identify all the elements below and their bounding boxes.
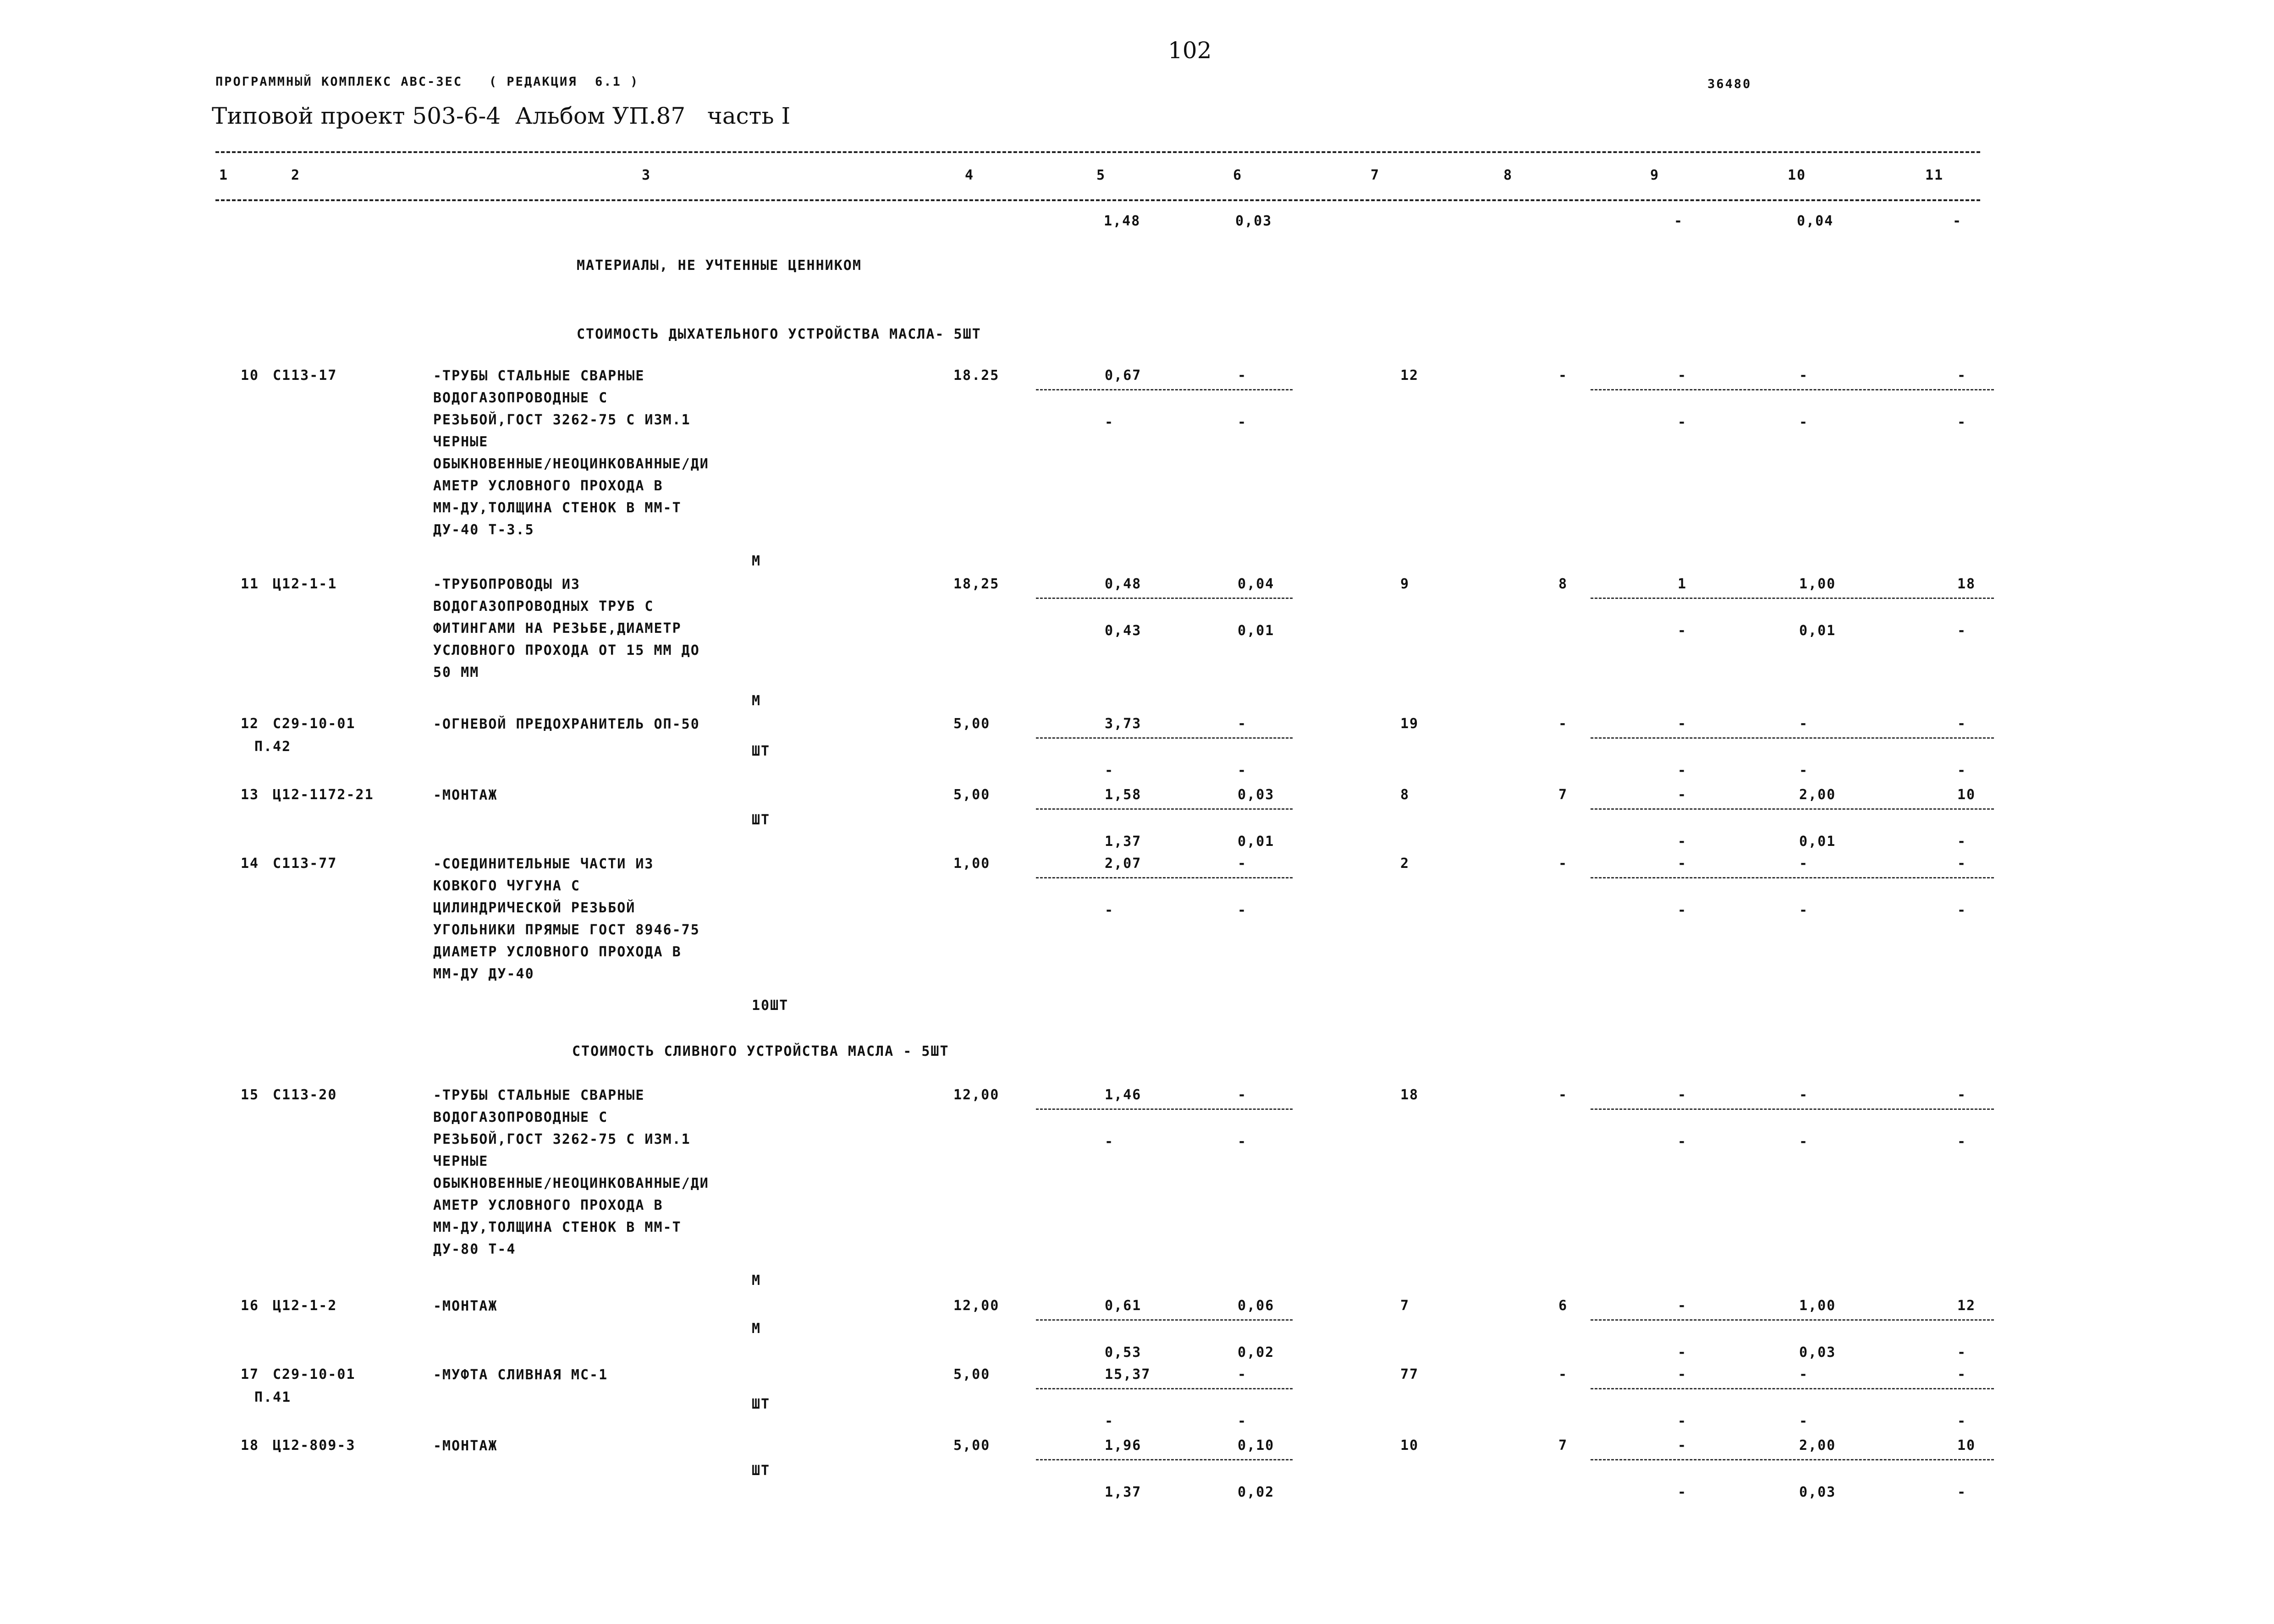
col9-subvalue: -	[1678, 1413, 1687, 1429]
description-line: ММ-ДУ,ТОЛЩИНА СТЕНОК В ММ-Т	[433, 1219, 682, 1235]
description-line: ОБЫКНОВЕННЫЕ/НЕОЦИНКОВАННЫЕ/ДИ	[433, 456, 709, 472]
col11-value: 12	[1957, 1298, 1976, 1314]
description-line: ОБЫКНОВЕННЫЕ/НЕОЦИНКОВАННЫЕ/ДИ	[433, 1175, 709, 1191]
col11-subvalue: -	[1957, 902, 1967, 918]
col9-value: -	[1678, 1087, 1687, 1103]
row-description	[433, 713, 700, 735]
row-code: С29-10-01	[273, 1366, 356, 1383]
row-unit: 10ШТ	[752, 998, 789, 1014]
col8-value: 7	[1558, 1437, 1568, 1454]
col11-value: -	[1957, 368, 1967, 384]
col11-subvalue: -	[1957, 834, 1967, 850]
col10-subvalue: 0,01	[1799, 623, 1836, 639]
col6-value: 0,06	[1238, 1298, 1275, 1314]
col8-value: -	[1558, 1366, 1568, 1383]
column-header-1: 1	[219, 167, 229, 183]
row-code: С113-20	[273, 1087, 337, 1103]
col8-value: -	[1558, 716, 1568, 732]
col10-subvalue: -	[1799, 763, 1809, 779]
col11-value: 10	[1957, 787, 1976, 803]
description-line: РЕЗЬБОЙ,ГОСТ 3262-75 С ИЗМ.1	[433, 412, 691, 428]
description-line: АМЕТР УСЛОВНОГО ПРОХОДА В	[433, 478, 663, 494]
col5-subvalue: 0,43	[1105, 623, 1142, 639]
row-separator-right	[1591, 1459, 1994, 1460]
document-number: 36480	[1707, 77, 1752, 91]
description-line: -МОНТАЖ	[433, 787, 498, 803]
row-unit: М	[752, 1321, 761, 1337]
col10-value: 1,00	[1799, 1298, 1836, 1314]
col9-subvalue: -	[1678, 414, 1687, 430]
col9-value: -	[1678, 716, 1687, 732]
project-title: Типовой проект 503-6-4 Альбом УП.87 часть I	[212, 103, 791, 129]
col11-subvalue: -	[1957, 414, 1967, 430]
row-number: 18	[241, 1437, 259, 1454]
row-number: 17	[241, 1366, 259, 1383]
row-unit: М	[752, 693, 761, 709]
col8-value: 7	[1558, 787, 1568, 803]
section-drain: СТОИМОСТЬ СЛИВНОГО УСТРОЙСТВА МАСЛА - 5ШТ	[572, 1043, 949, 1059]
description-line: ВОДОГАЗОПРОВОДНЫЕ С	[433, 390, 608, 406]
col10-subvalue: -	[1799, 1413, 1809, 1429]
description-line: КОВКОГО ЧУГУНА С	[433, 878, 580, 894]
col10-value: -	[1799, 368, 1809, 384]
col9-value: -	[1678, 856, 1687, 872]
col10-value: -	[1799, 856, 1809, 872]
col5-subvalue: -	[1105, 1134, 1114, 1150]
col11-subvalue: -	[1957, 623, 1967, 639]
row-code-suffix: П.41	[254, 1389, 292, 1405]
col10-subvalue: 0,01	[1799, 834, 1836, 850]
row-separator-left	[1036, 1108, 1293, 1110]
col10-value: -	[1799, 1087, 1809, 1103]
col6-subvalue: -	[1238, 1134, 1247, 1150]
description-line: -ОГНЕВОЙ ПРЕДОХРАНИТЕЛЬ ОП-50	[433, 716, 700, 732]
col6-value: 0,03	[1238, 787, 1275, 803]
column-header-8: 8	[1503, 167, 1513, 183]
row-unit: ШТ	[752, 812, 771, 828]
row-quantity: 18.25	[953, 368, 1000, 384]
carry-c10: 0,04	[1797, 213, 1834, 229]
description-line: -ТРУБЫ СТАЛЬНЫЕ СВАРНЫЕ	[433, 368, 645, 384]
row-description	[433, 1085, 709, 1261]
col7-value: 18	[1400, 1087, 1419, 1103]
carry-c5: 1,48	[1104, 213, 1141, 229]
col5-value: 1,46	[1105, 1087, 1142, 1103]
description-line: -ТРУБЫ СТАЛЬНЫЕ СВАРНЫЕ	[433, 1087, 645, 1103]
col11-subvalue: -	[1957, 1344, 1967, 1361]
row-quantity: 5,00	[953, 1366, 991, 1383]
col7-value: 2	[1400, 856, 1410, 872]
col8-value: 8	[1558, 576, 1568, 592]
description-line: ДИАМЕТР УСЛОВНОГО ПРОХОДА В	[433, 944, 682, 960]
col6-value: 0,10	[1238, 1437, 1275, 1454]
description-line: ВОДОГАЗОПРОВОДНЫЕ С	[433, 1109, 608, 1125]
row-quantity: 5,00	[953, 1437, 991, 1454]
col8-value: -	[1558, 856, 1568, 872]
col7-value: 7	[1400, 1298, 1410, 1314]
description-line: ЦИЛИНДРИЧЕСКОЙ РЕЗЬБОЙ	[433, 900, 636, 916]
col9-value: -	[1678, 1298, 1687, 1314]
col10-subvalue: -	[1799, 902, 1809, 918]
row-separator-left	[1036, 389, 1293, 390]
description-line: ДУ-40 Т-3.5	[433, 522, 534, 538]
row-unit: ШТ	[752, 1463, 771, 1479]
col6-subvalue: -	[1238, 902, 1247, 918]
col5-value: 3,73	[1105, 716, 1142, 732]
col8-value: -	[1558, 1087, 1568, 1103]
col6-value: -	[1238, 1087, 1247, 1103]
description-line: ЧЕРНЫЕ	[433, 434, 489, 450]
col9-subvalue: -	[1678, 1344, 1687, 1361]
col11-subvalue: -	[1957, 763, 1967, 779]
description-line: -МУФТА СЛИВНАЯ МС-1	[433, 1367, 608, 1383]
row-quantity: 12,00	[953, 1087, 1000, 1103]
col10-subvalue: -	[1799, 414, 1809, 430]
col6-value: -	[1238, 716, 1247, 732]
col6-subvalue: -	[1238, 763, 1247, 779]
col10-value: -	[1799, 1366, 1809, 1383]
description-line: ЧЕРНЫЕ	[433, 1153, 489, 1169]
col6-value: 0,04	[1238, 576, 1275, 592]
col7-value: 12	[1400, 368, 1419, 384]
col6-subvalue: 0,01	[1238, 623, 1275, 639]
row-unit: М	[752, 553, 761, 569]
description-line: -ТРУБОПРОВОДЫ ИЗ	[433, 576, 580, 593]
col5-subvalue: 1,37	[1105, 834, 1142, 850]
col7-value: 8	[1400, 787, 1410, 803]
description-line: АМЕТР УСЛОВНОГО ПРОХОДА В	[433, 1197, 663, 1213]
row-separator-left	[1036, 877, 1293, 878]
row-separator-left	[1036, 737, 1293, 739]
row-description	[433, 785, 497, 807]
description-line: УСЛОВНОГО ПРОХОДА ОТ 15 ММ ДО	[433, 642, 700, 658]
col5-subvalue: -	[1105, 763, 1114, 779]
description-line: -СОЕДИНИТЕЛЬНЫЕ ЧАСТИ ИЗ	[433, 856, 654, 872]
row-separator-right	[1591, 1319, 1994, 1321]
col5-subvalue: -	[1105, 902, 1114, 918]
col9-subvalue: -	[1678, 902, 1687, 918]
row-code-suffix: П.42	[254, 739, 292, 755]
column-header-2: 2	[291, 167, 301, 183]
column-header-9: 9	[1650, 167, 1660, 183]
row-separator-left	[1036, 1459, 1293, 1460]
col5-value: 1,58	[1105, 787, 1142, 803]
carry-c9: -	[1674, 213, 1684, 229]
col10-subvalue: 0,03	[1799, 1484, 1836, 1500]
column-header-5: 5	[1096, 167, 1106, 183]
col6-subvalue: 0,02	[1238, 1484, 1275, 1500]
col9-value: -	[1678, 1366, 1687, 1383]
row-separator-left	[1036, 598, 1293, 599]
col9-value: -	[1678, 787, 1687, 803]
description-line: -МОНТАЖ	[433, 1438, 498, 1454]
col9-subvalue: -	[1678, 834, 1687, 850]
row-separator-right	[1591, 808, 1994, 810]
row-code: Ц12-809-3	[273, 1437, 356, 1454]
description-line: ММ-ДУ,ТОЛЩИНА СТЕНОК В ММ-Т	[433, 500, 682, 516]
col11-value: 10	[1957, 1437, 1976, 1454]
row-quantity: 18,25	[953, 576, 1000, 592]
col5-value: 0,67	[1105, 368, 1142, 384]
row-description	[433, 574, 700, 684]
col11-value: 18	[1957, 576, 1976, 592]
row-quantity: 5,00	[953, 716, 991, 732]
description-line: УГОЛЬНИКИ ПРЯМЫЕ ГОСТ 8946-75	[433, 922, 700, 938]
col7-value: 10	[1400, 1437, 1419, 1454]
description-line: ДУ-80 Т-4	[433, 1241, 516, 1257]
col10-value: 1,00	[1799, 576, 1836, 592]
row-separator-left	[1036, 808, 1293, 810]
col5-value: 0,48	[1105, 576, 1142, 592]
col11-value: -	[1957, 1087, 1967, 1103]
col11-value: -	[1957, 856, 1967, 872]
description-line: -МОНТАЖ	[433, 1298, 498, 1314]
description-line: ММ-ДУ ДУ-40	[433, 966, 534, 982]
row-number: 11	[241, 576, 259, 592]
row-description	[433, 365, 709, 541]
col8-value: 6	[1558, 1298, 1568, 1314]
col10-subvalue: 0,03	[1799, 1344, 1836, 1361]
row-separator-left	[1036, 1388, 1293, 1389]
row-code: Ц12-1-2	[273, 1298, 337, 1314]
row-code: Ц12-1-1	[273, 576, 337, 592]
column-header-7: 7	[1371, 167, 1380, 183]
row-unit: ШТ	[752, 1396, 771, 1412]
carry-c6: 0,03	[1235, 213, 1272, 229]
row-separator-left	[1036, 1319, 1293, 1321]
row-separator-right	[1591, 1108, 1994, 1110]
col9-subvalue: -	[1678, 1484, 1687, 1500]
col10-subvalue: -	[1799, 1134, 1809, 1150]
col5-value: 0,61	[1105, 1298, 1142, 1314]
row-number: 15	[241, 1087, 259, 1103]
row-code: С113-17	[273, 368, 337, 384]
row-code: С113-77	[273, 856, 337, 872]
column-header-6: 6	[1233, 167, 1243, 183]
section-materials: МАТЕРИАЛЫ, НЕ УЧТЕННЫЕ ЦЕННИКОМ	[577, 258, 862, 274]
col9-subvalue: -	[1678, 1134, 1687, 1150]
row-separator-right	[1591, 389, 1994, 390]
row-code: С29-10-01	[273, 716, 356, 732]
col9-subvalue: -	[1678, 623, 1687, 639]
col9-subvalue: -	[1678, 763, 1687, 779]
column-header-4: 4	[965, 167, 975, 183]
col11-subvalue: -	[1957, 1134, 1967, 1150]
col6-subvalue: -	[1238, 414, 1247, 430]
row-number: 13	[241, 787, 259, 803]
col5-subvalue: 1,37	[1105, 1484, 1142, 1500]
col11-value: -	[1957, 716, 1967, 732]
col9-value: 1	[1678, 576, 1687, 592]
col5-subvalue: -	[1105, 414, 1114, 430]
row-separator-right	[1591, 1388, 1994, 1389]
col5-subvalue: 0,53	[1105, 1344, 1142, 1361]
row-number: 12	[241, 716, 259, 732]
row-quantity: 1,00	[953, 856, 991, 872]
row-unit: ШТ	[752, 743, 771, 759]
col6-subvalue: 0,01	[1238, 834, 1275, 850]
row-number: 14	[241, 856, 259, 872]
col6-value: -	[1238, 368, 1247, 384]
col7-value: 77	[1400, 1366, 1419, 1383]
column-header-11: 11	[1925, 167, 1944, 183]
row-description	[433, 1435, 497, 1457]
col5-value: 1,96	[1105, 1437, 1142, 1454]
row-number: 10	[241, 368, 259, 384]
program-header: ПРОГРАММНЫЙ КОМПЛЕКС АВС-ЗЕС ( РЕДАКЦИЯ 6.1 )	[215, 75, 639, 89]
row-number: 16	[241, 1298, 259, 1314]
row-quantity: 12,00	[953, 1298, 1000, 1314]
col6-value: -	[1238, 1366, 1247, 1383]
row-description	[433, 1295, 497, 1317]
header-rule-top	[215, 151, 1980, 153]
row-separator-right	[1591, 737, 1994, 739]
row-description	[433, 1364, 608, 1386]
row-quantity: 5,00	[953, 787, 991, 803]
col9-value: -	[1678, 1437, 1687, 1454]
column-header-3: 3	[642, 167, 651, 183]
description-line: 50 ММ	[433, 664, 479, 680]
column-header-10: 10	[1788, 167, 1806, 183]
col7-value: 19	[1400, 716, 1419, 732]
carry-c11: -	[1953, 213, 1962, 229]
col5-value: 15,37	[1105, 1366, 1151, 1383]
col10-value: 2,00	[1799, 787, 1836, 803]
row-separator-right	[1591, 598, 1994, 599]
section-breather: СТОИМОСТЬ ДЫХАТЕЛЬНОГО УСТРОЙСТВА МАСЛА- 5ШТ	[577, 326, 981, 342]
row-description	[433, 853, 700, 985]
col11-value: -	[1957, 1366, 1967, 1383]
col7-value: 9	[1400, 576, 1410, 592]
col11-subvalue: -	[1957, 1484, 1967, 1500]
row-code: Ц12-1172-21	[273, 787, 374, 803]
col9-value: -	[1678, 368, 1687, 384]
row-separator-right	[1591, 877, 1994, 878]
header-rule-bottom	[215, 199, 1980, 201]
col8-value: -	[1558, 368, 1568, 384]
row-unit: М	[752, 1273, 761, 1289]
description-line: ФИТИНГАМИ НА РЕЗЬБЕ,ДИАМЕТР	[433, 620, 682, 636]
col5-subvalue: -	[1105, 1413, 1114, 1429]
col6-subvalue: 0,02	[1238, 1344, 1275, 1361]
col5-value: 2,07	[1105, 856, 1142, 872]
description-line: РЕЗЬБОЙ,ГОСТ 3262-75 С ИЗМ.1	[433, 1131, 691, 1147]
col6-subvalue: -	[1238, 1413, 1247, 1429]
col11-subvalue: -	[1957, 1413, 1967, 1429]
description-line: ВОДОГАЗОПРОВОДНЫХ ТРУБ С	[433, 598, 654, 614]
page-number: 102	[1168, 37, 1212, 64]
col10-value: -	[1799, 716, 1809, 732]
col6-value: -	[1238, 856, 1247, 872]
col10-value: 2,00	[1799, 1437, 1836, 1454]
